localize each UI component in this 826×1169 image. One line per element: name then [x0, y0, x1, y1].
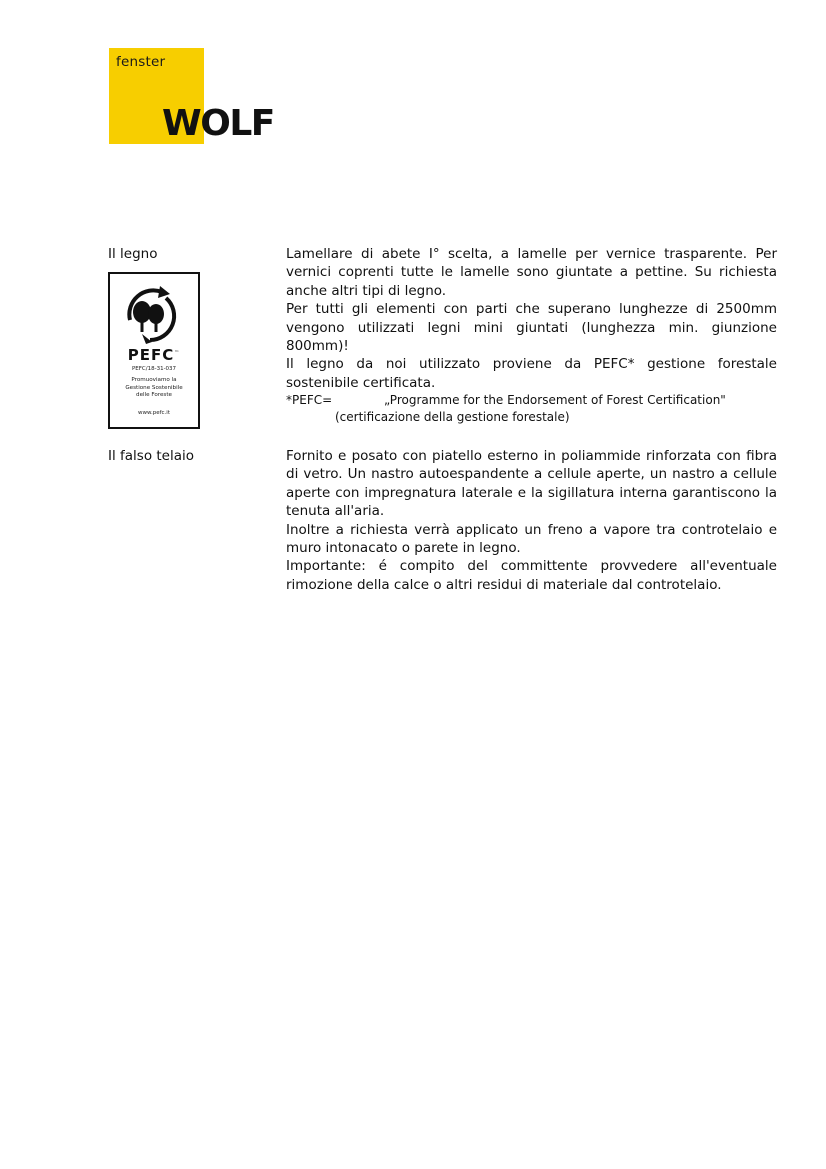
footnote-definition: „Programme for the Endorsement of Forest Certification" [384, 393, 726, 407]
section-body-legno [286, 245, 777, 392]
section-body-falso-telaio [286, 447, 777, 594]
pefc-description-line: Promuoviamo la [131, 377, 177, 383]
footnote-translation: (certificazione della gestione forestale) [335, 410, 570, 424]
pefc-description-line: Gestione Sostenibile [125, 384, 183, 391]
section-label-legno: Il legno [108, 246, 158, 262]
pefc-description-line: delle Foreste [136, 392, 172, 398]
paragraph: Inoltre a richiesta verrà applicato un freno a vapore tra controtelaio e muro intonacato o parete in legno. [286, 521, 777, 557]
pefc-trees-logo-icon [122, 284, 186, 344]
pefc-name [110, 346, 198, 364]
paragraph: Fornito e posato con piatello esterno in poliammide rinforzata con fibra di vetro. Un nastro autoespandente a cellule aperte, un nastro a cellule aperte con impregnatura laterale e la sigillatura interna garantiscono la tenuta all'aria. [286, 448, 777, 520]
paragraph: Importante: é compito del committente provvedere all'eventuale rimozione della calce o altri residui di materiale dal controtelaio. [286, 558, 777, 593]
section-label-falso-telaio: Il falso telaio [108, 448, 195, 464]
pefc-footnote [286, 392, 777, 426]
pefc-description [114, 377, 194, 400]
pefc-certification-badge [108, 272, 200, 429]
logo-top-text: fenster [116, 54, 166, 70]
footnote-term: *PEFC= [286, 393, 333, 407]
company-logo [109, 48, 277, 144]
pefc-name-text: PEFC [127, 346, 175, 364]
pefc-code: PEFC/18-31-037 [131, 366, 177, 372]
logo-brand: WOLF [162, 103, 274, 144]
footnote-row [286, 392, 777, 409]
paragraph: Lamellare di abete I° scelta, a lamelle per vernice trasparente. Per vernici coprenti tutte le lamelle sono giuntate a pettine. Su richiesta anche altri tipi di legno. [286, 246, 777, 299]
pefc-trademark: ™ [174, 350, 181, 356]
paragraph: Il legno da noi utilizzato proviene da PEFC* gestione forestale sostenibile certificata. [286, 356, 777, 391]
paragraph: Per tutti gli elementi con parti che superano lunghezze di 2500mm vengono utilizzati legni mini giuntati (lunghezza min. giunzione 800mm)! [286, 301, 777, 355]
pefc-url: www.pefc.it [137, 410, 170, 416]
